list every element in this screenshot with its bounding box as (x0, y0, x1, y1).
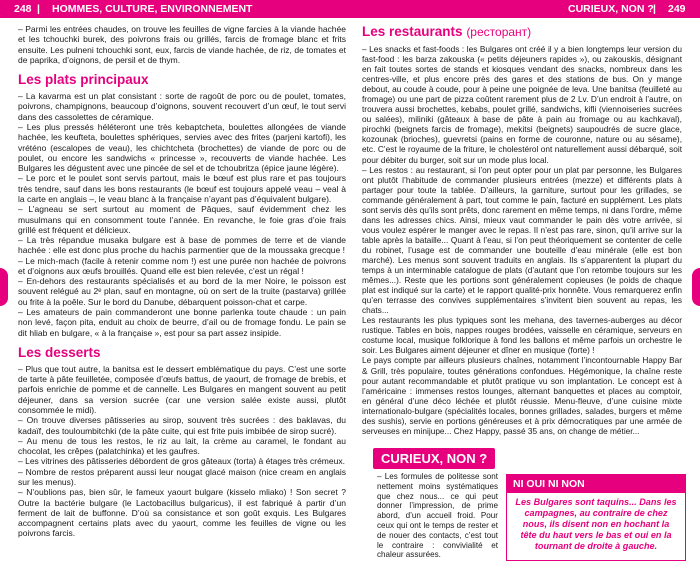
plats-paragraph: – La kavarma est un plat consistant : sorte de ragoût de porc ou de poulet, tomates, poivrons, champignons, beaucoup d’oignons, souvent recouvert d’un œuf, le tout servi dans des cassolettes de céramique. (18, 91, 346, 122)
chaines-paragraph: Le pays compte par ailleurs plusieurs chaînes, notamment l’incontournable Happy Bar & Grill, très populaire, toutes générations confondues. Hégémonique, la chaîne reste pour autant recommandable et plutôt pratique vu son implantation. Le concept est à l’américaine : immenses restos lounges, alternant banquettes et places au comptoir, en général d’une déco léchée et plutôt réussie. Menu-fleuve, d’une cuisine mixte internationalo-bulgare (spécialités locales, bonnes grillades, salades, burgers et même des sushis), servie en portions généreuses et à prix démocratiques par une armée de serveuses en minijupe... Chez Happy, passé 35 ans, on change de métier... (362, 355, 682, 436)
intro-paragraph: – Parmi les entrées chaudes, on trouve les feuilles de vigne farcies à la viande hachée et les tchouchki burek, des poivrons frais ou grillés, farcis de fromage blanc et frits ensuite. Les pulneni tchouchki sont, eux, farcis de viande hachée, de riz, de tomates et de paprika, d’oignons, de persil et de thym. (18, 24, 346, 65)
desserts-paragraph: – Au menu de tous les restos, le riz au lait, la crème au caramel, le fondant au chocolat, les crêpes (palatchinka) et les gaufres. (18, 435, 346, 457)
running-header (0, 0, 700, 18)
plats-paragraph: – En-dehors des restaurants spécialisés et au bord de la mer Noire, le poisson est souvent relégué au 2ᵉ plan, sauf en montagne, où on sert de la truite (pastarva) grillée ou frite à la poêle. Sur le bord du Danube, débarquent poisson-chat et carpe. (18, 276, 346, 307)
restaurants-title: Les restaurants (362, 24, 463, 39)
snacks-paragraph: – Les snacks et fast-foods : les Bulgares ont créé il y a bien longtemps leur version du fast-food : les barza zakouska (« petits déjeuners rapides »), ou zakouskis, désignant en fait toutes sortes de stands et kiosques vendant des snacks, nombreux dans les centres-ville, et plus encore près des gares et des stations de bus. On y mange debout, au coude à coude, pour à peine une poignée de leva. Une banitsa (feuilleté au fromage) ou une part de pizza coûtent rarement plus de 2 Lv. D’un endroit à l’autre, on trouvera aussi brochettes, kebabs, poulet grillé, sandwichs, kifli (viennoiseries sucrées ou salées), miliniki (gâteaux à base de pâte à pain au fromage ou au kachkaval), pirochki (beignets farcis de fromage), mekitsi (beignets) saupoudrés de sucre glace, kozounak (brioches), guevretsi (pains en forme de couronne, nature ou au sésame), etc. C’est le royaume de la friture, le cholestérol ont naturellement aussi débarqué, soit pour débiter du burger, soit sur un mode plus local. (362, 44, 682, 165)
section-title-plats: Les plats principaux (18, 72, 149, 88)
restos-paragraph: – Les restos : au restaurant, si l’on peut opter pour un plat par personne, les Bulgares ont plutôt l’habitude de commander plusieurs entrées (mezze) et différents plats à partager pour toute la tablée. D’ailleurs, la garniture, surtout pour les grillades, se commande généralement à part, tout comme le pain, facturé en supplément. Les plats sont servis dès qu’ils sont prêts, donc rarement en même temps, ni dans l’ordre, même dans les adresses chics. Ainsi, mieux vaut commander le pain dès votre arrivée, si vous voulez espérer le manger avec le repas. Il n’est pas rare, sinon, qu’il arrive sur la table après la bataille... Quant à l’eau, si l’on peut théoriquement se contenter de celle du robinet, l’usage est de commander une bouteille d’eau minérale (elle est bon marché). Les menus sont souvent traduits en anglais. Ils s’apparentent la plupart du temps à un interminable catalogue de plats (d’autant que l’on retombe toujours sur les mêmes...). Reste que les portions sont généralement copieuses (le poids de chaque plat est indiqué sur la carte) et le rapport qualité-prix honnête. Vous remarquerez enfin qu’en terrasse des convives supplémentaires s’invitent bien souvent au repas, les chats... (362, 164, 682, 316)
box-title: NI OUI NI NON (507, 475, 685, 493)
desserts-paragraph: – Nombre de restos préparent aussi leur nougat glacé maison (nice cream en anglais sur les menus). (18, 466, 346, 487)
desserts-paragraph: – Plus que tout autre, la banitsa est le dessert emblématique du pays. C’est une sorte de tarte à pâte feuilletée, composée d’œufs battus, de yaourt, de fromage de brebis, et parfois enrichie de pomme et de cannelle. Les Bulgares en mangent souvent au petit déjeuner, dans sa version sucrée (car une version salée existe aussi, plutôt consommée le midi). (18, 363, 346, 415)
desserts-paragraph: – Les vitrines des pâtisseries débordent de gros gâteaux (torta) à étages très crémeux. (18, 456, 345, 467)
plats-paragraph: – Les amateurs de pain commanderont une bonne parlenka toute chaude : un pain non levé, façon pita, enduit au choix de beurre, d’ail ou de fromage fondu. Le pain se dit hliab en bulgare, « à la française », est pour sa part assez insipide. (18, 307, 346, 338)
section-title-restaurants (362, 24, 682, 40)
ni-oui-ni-non-box (506, 474, 686, 561)
curieux-banner: CURIEUX, NON ? (373, 448, 495, 469)
section-title-desserts: Les desserts (18, 344, 101, 360)
plats-paragraph: – L’agneau se sert surtout au moment de Pâques, sauf évidemment chez les musulmans qui en consomment toute l’année. En revanche, le foie gras d’oie frais grillé est fréquent et délicieux. (18, 204, 346, 235)
left-running-title: HOMMES, CULTURE, ENVIRONNEMENT (52, 3, 253, 15)
restaurants-title-cyrillic: (ресторант) (466, 25, 532, 39)
right-thumb-tab (692, 268, 700, 306)
right-running-title: CURIEUX, NON ? (568, 3, 654, 15)
left-thumb-tab (0, 268, 8, 306)
left-header-separator: | (37, 3, 40, 15)
plats-paragraph: – La très répandue musaka bulgare est à base de pommes de terre et de viande hachée : elle est donc plus proche du hachis parmentier que de la moussaka grecque ! (18, 235, 346, 256)
desserts-paragraph: – On trouve diverses pâtisseries au sirop, souvent très sucrées : des baklavas, du kadaïf, des touloumbitchki (de la pâte cuite, qui est frite puis imbibée de sirop sucré). (18, 415, 346, 436)
left-page-number: 248 (14, 3, 32, 15)
mehana-paragraph: Les restaurants les plus typiques sont les mehana, des tavernes-auberges au décor rustique. Tables en bois, nappes rouges brodées, vaisselle en céramique, serveurs en costume local, musique folklorique à fond les ballons et même parfois un orchestre le soir. Les Bulgares aiment déjeuner et dîner en musique (forte) ! (362, 315, 682, 356)
right-column (362, 24, 682, 436)
box-text: Les Bulgares sont taquins... Dans les campagnes, au contraire de chez nous, ils disent non en hochant la tête du haut vers le bas et oui en la tournant de droite à gauche. (515, 497, 677, 551)
desserts-paragraph: – N’oublions pas, bien sûr, le fameux yaourt bulgare (kisselo mliako) ! Son secret ? Outre la bactérie bulgare (le Lactobacillus bulgaricus), il est fabriqué à partir d’un ferment de lait de buffonne. D’où sa consistance et son goût exquis. Les Bulgares accompagnent certains plats avec du yaourt, comme les feuilles de vigne ou les poivrons farcis. (18, 487, 346, 539)
right-header-separator: | (653, 3, 656, 15)
plats-paragraph: – Le mich-mach (facile à retenir comme nom !) est une purée non hachée de poivrons et d’oignons aux œufs brouillés. Quand elle est bien relevée, c’est un régal ! (18, 255, 346, 276)
left-column (18, 24, 346, 539)
right-page-number: 249 (668, 3, 686, 15)
plats-paragraph: – Le porc et le poulet sont servis partout, mais le bœuf est plus rare et pas toujours très tendre, sauf dans les bons restaurants (le bœuf est toujours appelé veau – veal à la carte en anglais –, le veau blanc à la française n’ayant pas d’équivalent bulgare). (18, 173, 346, 204)
plats-paragraph: – Les plus pressés héléteront une très kebaptcheta, boulettes allongées de viande hachée, les keufteta, boulettes sphériques, servies avec des frites (parjeni kartofi), les vréténo (escalopes de veau), les chichtcheta (brochettes) de viande de porc ou de poulet, ou encore les sandwichs « princesse », recouverts de viande hachée. Les Bulgares les dégustent avec une pincée de sel et de tchoubritza (épice jaune légère). (18, 121, 346, 174)
curieux-text: – Les formules de politesse sont nettement moins systématiques que chez nous... ce qui peut donner l’impression, de prime abord, d’un accueil froid. Pour ceux qui ont le temps de rester et de nouer des contacts, c’est tout le contraire : convivialité et chaleur assurées. (377, 472, 498, 560)
